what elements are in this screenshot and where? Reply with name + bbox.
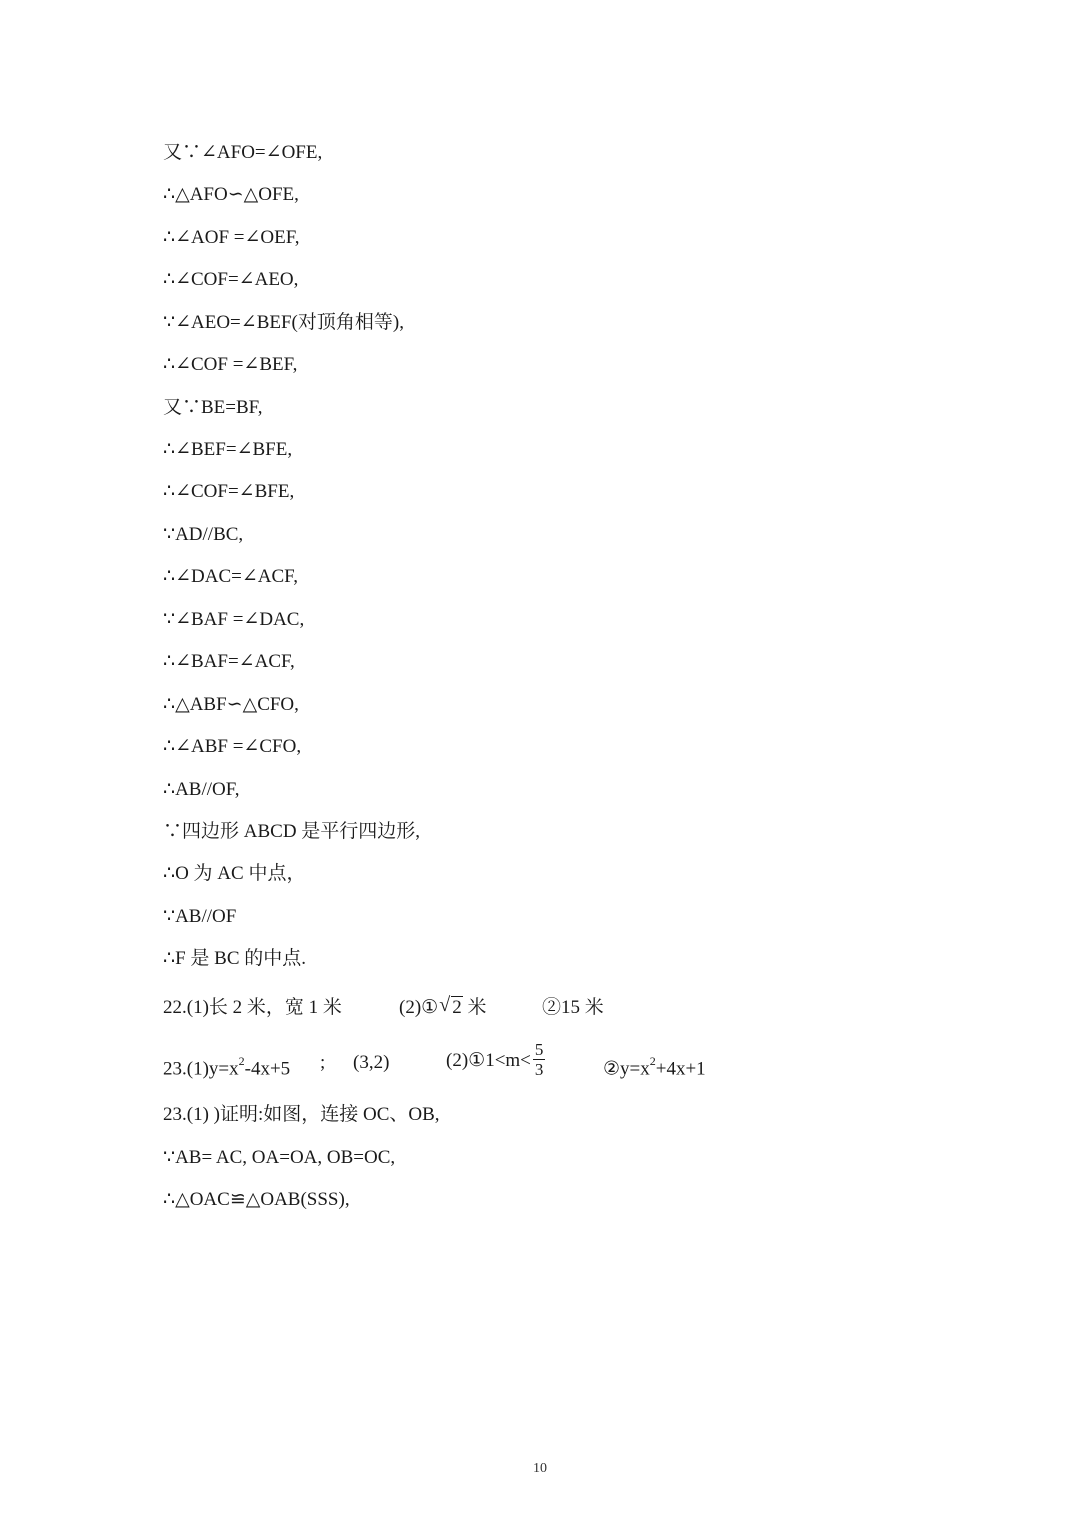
proof-line: 又∵∠AFO=∠OFE,: [163, 142, 323, 163]
q23-part3: [603, 1051, 706, 1081]
q22-part2-prefix: (2)①: [399, 997, 439, 1018]
q23-part3-exponent: 2: [649, 1054, 656, 1068]
q23-part3-a: ②y=x: [603, 1058, 650, 1080]
q23-part3-b: +4x+1: [655, 1058, 706, 1080]
q22-part1: 22.(1)长 2 米，宽 1 米: [163, 997, 342, 1018]
radical-sign-icon: √: [439, 994, 451, 1016]
proof-line: 又∵BE=BF,: [163, 397, 263, 418]
proof-line: ∴∠BEF=∠BFE,: [163, 439, 293, 460]
q23-part1-b: -4x+5: [244, 1058, 291, 1080]
fraction: [533, 1041, 546, 1078]
proof-line: ∴∠AOF =∠OEF,: [163, 227, 300, 248]
proof-line: ∴F 是 BC 的中点.: [163, 948, 307, 969]
proof-line: ∴△OAC≌△OAB(SSS),: [163, 1189, 350, 1210]
proof-line: ∴∠COF=∠AEO,: [163, 269, 299, 290]
proof-line: ∴∠ABF =∠CFO,: [163, 736, 302, 757]
proof-line: ∴∠COF=∠BFE,: [163, 481, 295, 502]
proof-line: ∵∠AEO=∠BEF(对顶角相等),: [163, 312, 404, 333]
q23-part1-exponent: 2: [238, 1054, 245, 1068]
proof-line: ∵四边形 ABCD 是平行四边形,: [163, 821, 421, 842]
proof-line: 23.(1) )证明:如图，连接 OC、OB,: [163, 1104, 440, 1125]
q23-part2: [446, 1040, 545, 1080]
q22-part3: ②15 米: [542, 997, 604, 1018]
proof-line: ∵AD//BC,: [163, 524, 244, 545]
proof-line: ∴AB//OF,: [163, 779, 240, 800]
fraction-numerator: 5: [534, 1040, 544, 1059]
proof-line: ∴∠DAC=∠ACF,: [163, 566, 298, 587]
radicand: 2: [452, 997, 462, 1018]
proof-line: ∴△AFO∽△OFE,: [163, 184, 299, 205]
q23-part1-a: 23.(1)y=x: [163, 1058, 239, 1080]
fraction-denominator: 3: [534, 1060, 544, 1079]
answer-row-23: [163, 1040, 883, 1091]
proof-line: ∴∠COF =∠BEF,: [163, 354, 298, 375]
answer-row-22: [163, 996, 863, 1026]
q22-part2-suffix: 米: [467, 997, 487, 1018]
q23-vertex: (3,2): [353, 1052, 390, 1073]
proof-line: ∵AB//OF: [163, 906, 237, 927]
sqrt-expression: [439, 996, 463, 1020]
proof-line: ∵AB= AC, OA=OA, OB=OC,: [163, 1147, 396, 1168]
q23-part1: [163, 1051, 290, 1081]
q22-part2: [399, 996, 486, 1020]
q23-separator: ;: [320, 1052, 326, 1073]
proof-line: ∴O 为 AC 中点，: [163, 863, 306, 884]
q23-part2-prefix: (2)①1<m<: [446, 1049, 531, 1071]
page-number: 10: [533, 1461, 547, 1476]
proof-line: ∴△ABF∽△CFO,: [163, 694, 299, 715]
proof-line: ∴∠BAF=∠ACF,: [163, 651, 295, 672]
proof-line: ∵∠BAF =∠DAC,: [163, 609, 305, 630]
